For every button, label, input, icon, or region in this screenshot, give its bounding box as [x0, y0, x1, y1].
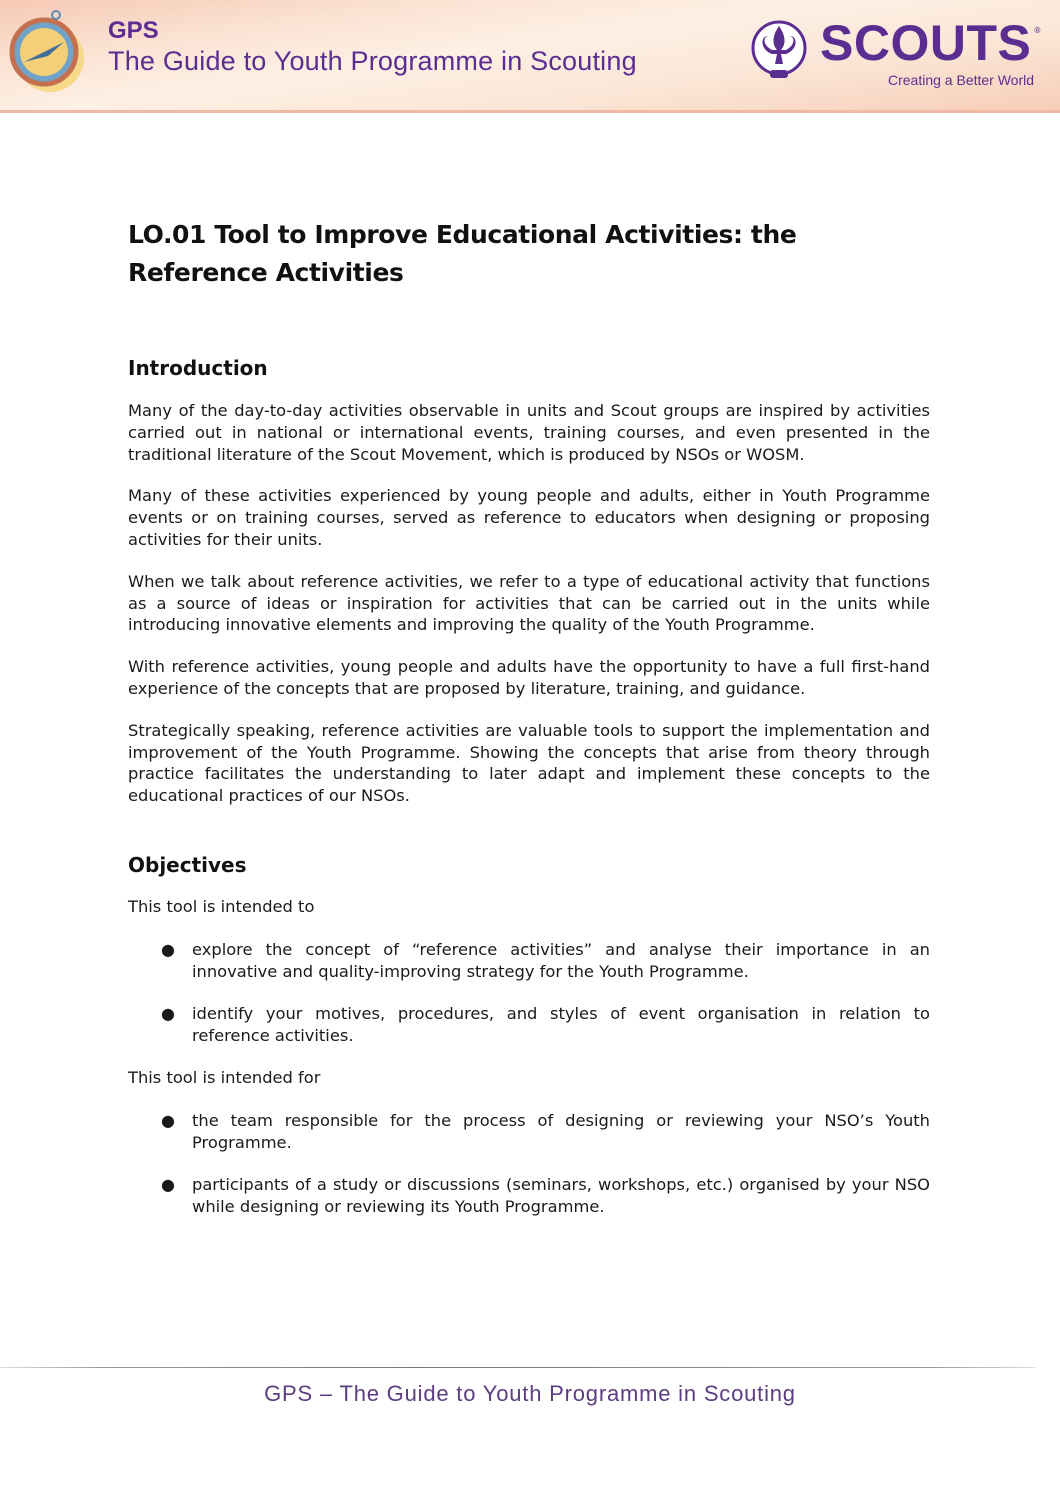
- list-item: [128, 1110, 930, 1154]
- list-item-text: identify your motives, procedures, and styles of event organisation in relation to reference activities.: [192, 1004, 930, 1046]
- footer-divider: [0, 1367, 1035, 1368]
- document-title: LO.01 Tool to Improve Educational Activities: the Reference Activities: [128, 220, 797, 287]
- scouts-brand: SCOUTS: [820, 15, 1032, 71]
- intended-to-label: This tool is intended to: [128, 896, 315, 916]
- header-short-title: GPS: [108, 17, 159, 44]
- brand-row: [820, 16, 1041, 70]
- intro-paragraph: With reference activities, young people and adults have the opportunity to have a full first-hand experience of the concepts that are proposed by literature, training, and guidance.: [128, 657, 930, 698]
- brand-tagline: Creating a Better World: [888, 72, 1035, 88]
- list-item: [128, 939, 930, 983]
- intro-paragraph: Many of these activities experienced by young people and adults, either in Youth Programme events or on training courses, served as reference to educators when designing or proposing activities for their units.: [128, 486, 930, 549]
- registered-mark: ®: [1033, 26, 1042, 35]
- footer-text: GPS – The Guide to Youth Programme in Scouting: [264, 1381, 796, 1406]
- intended-to-list: [128, 939, 930, 1047]
- list-item-text: the team responsible for the process of designing or reviewing your NSO’s Youth Programme.: [192, 1110, 930, 1152]
- objectives-heading: Objectives: [128, 852, 247, 877]
- fleur-de-lis-emblem-icon: [750, 18, 808, 84]
- intro-paragraph: When we talk about reference activities, we refer to a type of educational activity that functions as a source of ideas or inspiration for activities that can be carried out in the units while introducing innovative elements and improving the quality of the Youth Programme.: [128, 571, 930, 635]
- intro-paragraph: Many of the day-to-day activities observable in units and Scout groups are inspired by activities carried out in national or international events, training courses, and even presented in the traditional literature of the Scout Movement, which is produced by NSOs or WOSM.: [128, 401, 930, 464]
- intro-paragraph: Strategically speaking, reference activities are valuable tools to support the implementation and improvement of the Youth Programme. Showing the concepts that arise from theory through practice facilitates the understanding to later adapt and implement these concepts to the educational practices of our NSOs.: [128, 720, 930, 806]
- bullet-icon: ●: [161, 939, 175, 959]
- intended-for-label: This tool is intended for: [128, 1067, 321, 1087]
- bullet-icon: ●: [161, 1004, 175, 1024]
- bullet-icon: ●: [161, 1110, 175, 1130]
- list-item-text: explore the concept of “reference activities” and analyse their importance in an innovative and quality-improving strategy for the Youth Programme.: [192, 939, 930, 981]
- document-body: [128, 216, 930, 1218]
- introduction-heading: Introduction: [128, 356, 268, 380]
- intended-for-list: [128, 1110, 930, 1218]
- list-item: [128, 1174, 930, 1218]
- list-item-text: participants of a study or discussions (seminars, workshops, etc.) organised by your NSO while designing or reviewing its Youth Programme.: [192, 1175, 930, 1217]
- bullet-icon: ●: [161, 1175, 175, 1195]
- list-item: [128, 1003, 930, 1047]
- compass-logo-icon: [8, 10, 86, 94]
- page-header: [0, 0, 1060, 113]
- header-title: The Guide to Youth Programme in Scouting: [108, 46, 637, 76]
